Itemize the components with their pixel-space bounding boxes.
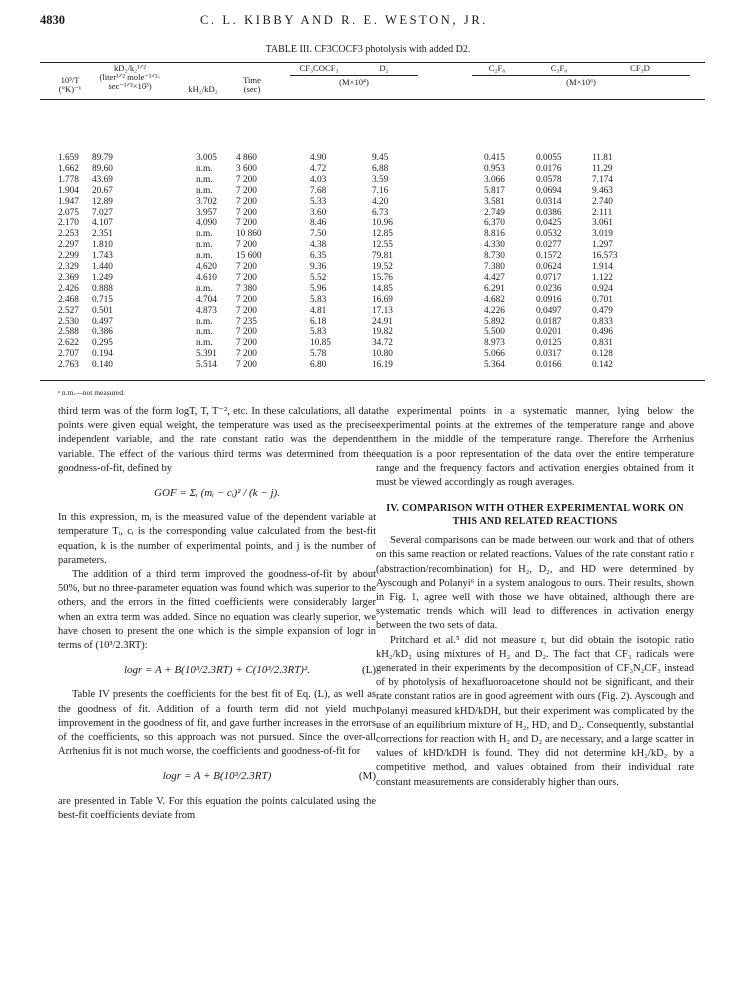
table-cell: 24.91 [372, 316, 393, 327]
header-invT-line1: 10³/T [60, 75, 80, 85]
header-c2f6: C₂F₆ [488, 63, 506, 73]
table-cell: 0.194 [92, 349, 113, 360]
table-cell: 12.89 [92, 196, 113, 207]
table-cell: 0.501 [92, 305, 113, 316]
table-bottom-rule [40, 380, 705, 381]
table-cell: 6.18 [310, 316, 327, 327]
table-cell: 4.03 [310, 174, 327, 185]
table-cell: 0.0236 [536, 283, 562, 294]
header-invT-line2: (°K)⁻¹ [58, 84, 82, 95]
table-cell: 0.0201 [536, 327, 562, 338]
table-cell: 9.463 [592, 185, 613, 196]
table-cell: 0.295 [92, 338, 113, 349]
table-cell: 5.391 [196, 349, 217, 360]
page-header [40, 13, 700, 33]
table-row [40, 360, 705, 371]
table-cell: 0.386 [92, 327, 113, 338]
table-cell: 4.81 [310, 305, 327, 316]
table-cell: 4.682 [484, 294, 505, 305]
header-m1-rule [290, 75, 418, 76]
table-cell: 20.67 [92, 185, 113, 196]
table-cell: 0.0532 [536, 229, 562, 240]
table-row [40, 306, 705, 317]
table-cell: 0.833 [592, 316, 613, 327]
table-cell: 3.005 [196, 153, 217, 163]
table-cell: 1.743 [92, 251, 113, 262]
table-cell: 2.111 [592, 207, 613, 218]
table-cell: 0.1572 [536, 251, 562, 262]
table-cell: 8.730 [484, 251, 505, 262]
table-cell: 0.0916 [536, 294, 562, 305]
table-cell: 7 200 [236, 294, 257, 305]
table-cell: 0.0497 [536, 305, 562, 316]
table-cell: 7 200 [236, 349, 257, 360]
table-cell: 0.496 [592, 327, 613, 338]
table-cell: 3.957 [196, 207, 217, 218]
table-cell: 4.20 [372, 196, 389, 207]
table-cell: 1.810 [92, 240, 113, 251]
table-cell: 0.0055 [536, 153, 562, 163]
table-cell: n.m. [196, 338, 213, 349]
table-cell: 7 200 [236, 185, 257, 196]
equation-gof [58, 486, 376, 500]
table-cell: 2.588 [58, 327, 79, 338]
table-cell: 4.704 [196, 294, 217, 305]
table-cell: 5.52 [310, 272, 327, 283]
table-cell: 7 200 [236, 360, 257, 371]
table-cell: 5.83 [310, 327, 327, 338]
table-cell: 16.573 [592, 251, 618, 262]
table-row [40, 262, 705, 273]
table-cell: 14.85 [372, 283, 393, 294]
table-cell: 4 860 [236, 153, 257, 163]
table-cell: 19.82 [372, 327, 393, 338]
table-cell: 1.440 [92, 262, 113, 272]
equation-L [58, 663, 376, 677]
table-cell: 2.749 [484, 207, 505, 218]
table-cell: n.m. [196, 240, 213, 251]
table-cell: 7 200 [236, 196, 257, 207]
table-row [40, 338, 705, 349]
equation-gof-text: GOF = Σᵢ (mᵢ − cᵢ)² / (k − j). [154, 487, 280, 500]
header-m2-rule [472, 75, 690, 76]
equation-M-label: (M) [358, 770, 376, 783]
table-caption: TABLE III. CF3COCF3 photolysis with added D2. [265, 44, 471, 55]
table-cell: 2.468 [58, 294, 79, 305]
table-cell: 2.075 [58, 207, 79, 218]
table-cell: 8.816 [484, 229, 505, 240]
header-time-line2: (sec) [243, 84, 261, 95]
table-cell: 4.90 [310, 153, 327, 163]
header-time [228, 76, 276, 94]
table-cell: 0.924 [592, 283, 613, 294]
table-cell: 0.0624 [536, 262, 562, 272]
table-cell: 0.701 [592, 294, 613, 305]
header-d2: D₂ [379, 63, 389, 73]
table-cell: 1.659 [58, 153, 79, 163]
table-cell: n.m. [196, 327, 213, 338]
table-row [40, 175, 705, 186]
table-cell: 7.174 [592, 174, 613, 185]
table-cell: 9.36 [310, 262, 327, 272]
table-cell: 6.73 [372, 207, 389, 218]
table-header-rule [40, 99, 705, 100]
table-cell: 0.715 [92, 294, 113, 305]
table-cell: 5.500 [484, 327, 505, 338]
right-paragraph-3: Pritchard et al.⁵ did not measure r, but did obtain the isotopic ratio kH₂/kD₂ using mixtures of H₂ and D₂. The fact that CF₃ radicals were generated in their experiments by the decomposition of CF₃N₂CF₃ instead of by photolysis of hexafluoroacetone should not be significant, and their rate constant ratios are in good agreement with ours (Fig. 2). Ayscough and Polanyi measured kHD/kDH, but their experiment was complicated by the use of an equilibrium mixture of H₂, HD, and D₂. Consequently, substantial corrections for reaction with H₂ and D₂ are necessary, and a large scatter in values of kHD/kDH is found. They did not determine kH₂/kD₂ by a competitive method, and values obtained from their individual rate constant measurements are considerably higher than ours. [376, 634, 694, 788]
table-cell: 8.973 [484, 338, 505, 349]
table-cell: 5.364 [484, 360, 505, 371]
table-cell: 11.81 [592, 153, 613, 163]
table-row [40, 349, 705, 360]
table-cell: 1.662 [58, 163, 79, 174]
table-cell: 0.0166 [536, 360, 562, 371]
table-cell: 1.947 [58, 196, 79, 207]
section-heading: IV. COMPARISON WITH OTHER EXPERIMENTAL WORK ON THIS AND RELATED REACTIONS [386, 503, 684, 528]
table-cell: 0.128 [592, 349, 613, 360]
table-cell: 0.479 [592, 305, 613, 316]
table-cell: 2.527 [58, 305, 79, 316]
header-cf3cocf3: CF₃COCF₃ [299, 63, 339, 73]
table-cell: 17.13 [372, 305, 393, 316]
table-cell: 2.763 [58, 360, 79, 371]
table-cell: n.m. [196, 229, 213, 240]
header-rate-constant [90, 64, 170, 92]
table-cell: 2.426 [58, 283, 79, 294]
table-row [40, 317, 705, 328]
table-cell: 89.60 [92, 163, 113, 174]
equation-M-text: logr = A + B(10³/2.3RT) [162, 770, 272, 783]
table-cell: 6.291 [484, 283, 505, 294]
table-cell: 79.81 [372, 251, 393, 262]
table-row [40, 284, 705, 295]
header-m2-unit: (M×10⁶) [566, 77, 596, 87]
table-cell: 0.0386 [536, 207, 562, 218]
equation-L-label: (L) [361, 664, 376, 677]
table-cell: 5.33 [310, 196, 327, 207]
table-cell: 1.122 [592, 272, 613, 283]
table-cell: 4.72 [310, 163, 327, 174]
right-paragraph-2: Several comparisons can be made between our work and that of others on this same reaction or related reactions. Values of the rate constant ratio r (abstraction/recombination) for H₂, D₂, and HD were determined by Ayscough and Polanyi⁶ in a system analogous to ours. Their results, shown in Fig. 1, agree well with those we have obtained, although there are systematic trends which will lead to differences in activation energy between the two sets of data. [376, 535, 694, 632]
table-cell: 7 200 [236, 338, 257, 349]
table-cell: 15.76 [372, 272, 393, 283]
table-cell: 4.38 [310, 240, 327, 251]
table-cell: 2.369 [58, 272, 79, 283]
table-cell: 15 600 [236, 251, 262, 262]
table-cell: 7 235 [236, 316, 257, 327]
table-cell: 1.297 [592, 240, 613, 251]
table-cell: 6.88 [372, 163, 389, 174]
table-cell: 0.0176 [536, 163, 562, 174]
table-cell: 7 200 [236, 207, 257, 218]
table-cell: 4.226 [484, 305, 505, 316]
right-column [376, 405, 694, 790]
table-cell: 5.83 [310, 294, 327, 305]
table-cell: 10 860 [236, 229, 262, 240]
table-cell: 10.80 [372, 349, 393, 360]
table-row [40, 197, 705, 208]
table-cell: n.m. [196, 316, 213, 327]
table-cell: 0.140 [92, 360, 113, 371]
table-cell: 3.066 [484, 174, 505, 185]
left-paragraph-4: Table IV presents the coefficients for the best fit of Eq. (L), as well as the goodness of fit. Addition of a fourth term did not yield much improvement in the goodness of fit, and gave further increases in the errors of the coefficients, so this approach was not pursued. Since the over-all Arrhenius fit is not much worse, the coefficients and goodness-of-fit for [58, 689, 376, 758]
table-cell: 5.066 [484, 349, 505, 360]
header-m1-unit: (M×10⁴) [339, 77, 369, 87]
table-cell: 5.892 [484, 316, 505, 327]
right-paragraph-1: the experimental points in a systematic manner, lying below the experimental points at the extremes of the temperature range and above them in the middle of the temperature range. Therefore the Arrhenius equation is a poor representation of the data over the entire temperature range and the frequency factors and activation energies obtained from it must be viewed accordingly as rough averages. [376, 406, 694, 489]
table-cell: 6.35 [310, 251, 327, 262]
table-row [40, 164, 705, 175]
table-cell: 4.610 [196, 272, 217, 283]
header-cf3d: CF₃D [630, 63, 650, 73]
table-cell: 7 200 [236, 174, 257, 185]
table-cell: n.m. [196, 185, 213, 196]
table-row [40, 153, 705, 164]
table-cell: 8.46 [310, 218, 327, 229]
table-cell: 6.370 [484, 218, 505, 229]
table-cell: 43.69 [92, 174, 113, 185]
table-cell: n.m. [196, 283, 213, 294]
table-cell: 0.953 [484, 163, 505, 174]
table-cell: 6.80 [310, 360, 327, 371]
table-cell: 4.330 [484, 240, 505, 251]
table-cell: 7 200 [236, 327, 257, 338]
table-cell: 2.170 [58, 218, 79, 229]
table-cell: 3.702 [196, 196, 217, 207]
left-paragraph-2: In this expression, mᵢ is the measured value of the dependent variable at temperature Tᵢ, cᵢ is the corresponding value calculated from the best-fit equation, k is the number of experimental points, and j is the number of parameters. [58, 512, 376, 566]
header-time-line1: Time [243, 75, 261, 85]
table-cell: 12.55 [372, 240, 393, 251]
table-cell: 7.027 [92, 207, 113, 218]
table-cell: 1.904 [58, 185, 79, 196]
table-cell: 9.45 [372, 153, 389, 163]
left-paragraph-1: third term was of the form logT, T, T⁻², etc. In these calculations, all data points were given equal weight, the temperature was used as the precise independent variable, and the rate constant ratio was the dependent variable. The effect of the various third terms was determined from the goodness-of-fit, defined by [58, 406, 376, 474]
running-head: C. L. KIBBY AND R. E. WESTON, JR. [200, 13, 489, 27]
table-cell: 0.497 [92, 316, 113, 327]
table-cell: 2.351 [92, 229, 113, 240]
table-cell: 19.52 [372, 262, 393, 272]
table-cell: 2.530 [58, 316, 79, 327]
table-cell: 10.96 [372, 218, 393, 229]
table-cell: 7 380 [236, 283, 257, 294]
equation-L-text: logr = A + B(10³/2.3RT) + C(10³/2.3RT)². [123, 664, 311, 677]
table-cell: 16.69 [372, 294, 393, 305]
table-cell: 7 200 [236, 272, 257, 283]
table-cell: 7 200 [236, 305, 257, 316]
table-cell: 3.60 [310, 207, 327, 218]
left-paragraph-5: are presented in Table V. For this equation the points calculated using the best-fit coefficients deviate from [58, 795, 376, 821]
table-cell: 34.72 [372, 338, 393, 349]
table-cell: 7.16 [372, 185, 389, 196]
table-cell: 0.0314 [536, 196, 562, 207]
table-cell: 7.68 [310, 185, 327, 196]
table-cell: 7.50 [310, 229, 327, 240]
table-row [40, 273, 705, 284]
page-number: 4830 [40, 13, 65, 27]
table-cell: n.m. [196, 251, 213, 262]
table-cell: 2.253 [58, 229, 79, 240]
table-cell: 0.831 [592, 338, 613, 349]
table-cell: 3.061 [592, 218, 613, 229]
table-row [40, 229, 705, 240]
table-cell: 3.019 [592, 229, 613, 240]
table-cell: 5.96 [310, 283, 327, 294]
table-cell: 2.707 [58, 349, 79, 360]
table-cell: 0.0125 [536, 338, 562, 349]
table-cell: 3.59 [372, 174, 389, 185]
table-cell: 7 200 [236, 240, 257, 251]
table-cell: 4.427 [484, 272, 505, 283]
left-column [58, 405, 376, 823]
header-ratio: kH₂/kD₂ [188, 84, 218, 94]
table-cell: 2.329 [58, 262, 79, 272]
table-cell: 0.888 [92, 283, 113, 294]
table-cell: 11.29 [592, 163, 613, 174]
table-row [40, 218, 705, 229]
table-cell: 0.0717 [536, 272, 562, 283]
table-row [40, 295, 705, 306]
equation-M [58, 769, 376, 783]
left-paragraph-3: The addition of a third term improved the goodness-of-fit by about 50%, but no three-parameter equation was found which was superior to the others, and the errors in the fitted coefficients were considerably larger when an extra term was added. Since no equation was clearly superior, we have chosen to present the one which is the simple expansion of logr in terms of (10³/2.3RT): [58, 569, 376, 652]
table-row [40, 251, 705, 262]
header-kd-line1: kD₂/k₂¹ᐟ² [114, 63, 146, 73]
table-cell: 4.873 [196, 305, 217, 316]
table-cell: 2.740 [592, 196, 613, 207]
header-c3f8: C₃F₈ [550, 63, 568, 73]
table-cell: 5.514 [196, 360, 217, 371]
table-row [40, 327, 705, 338]
table-cell: 4.107 [92, 218, 113, 229]
table-row [40, 240, 705, 251]
table-row [40, 186, 705, 197]
table-cell: 2.299 [58, 251, 79, 262]
table-cell: n.m. [196, 174, 213, 185]
table-cell: 0.415 [484, 153, 505, 163]
table-cell: 0.0317 [536, 349, 562, 360]
table-cell: 3 600 [236, 163, 257, 174]
table-cell: 0.0187 [536, 316, 562, 327]
table-cell: 0.0277 [536, 240, 562, 251]
table-cell: 7 200 [236, 262, 257, 272]
table-cell: 1.778 [58, 174, 79, 185]
table-cell: 2.622 [58, 338, 79, 349]
header-kd-line2: (liter¹ᐟ² mole⁻¹ᐟ²· [99, 72, 161, 83]
table-cell: 7 200 [236, 218, 257, 229]
table-footnote: ᵃ n.m.—not measured. [58, 388, 125, 397]
table-cell: 1.249 [92, 272, 113, 283]
table-cell: 0.0578 [536, 174, 562, 185]
table-row [40, 208, 705, 219]
table-cell: 3.581 [484, 196, 505, 207]
table-cell: n.m. [196, 163, 213, 174]
table-cell: 1.914 [592, 262, 613, 272]
table-cell: 12.85 [372, 229, 393, 240]
table-cell: 0.142 [592, 360, 613, 371]
table-cell: 10.85 [310, 338, 331, 349]
table-cell: 2.297 [58, 240, 79, 251]
table-cell: 5.78 [310, 349, 327, 360]
table-cell: 89.79 [92, 153, 113, 163]
table-cell: 7.380 [484, 262, 505, 272]
header-kd-line3: sec⁻¹ᐟ²×10³) [108, 81, 152, 92]
table-cell: 4.090 [196, 218, 217, 229]
table-cell: 5.817 [484, 185, 505, 196]
table-cell: 4.620 [196, 262, 217, 272]
table-cell: 0.0425 [536, 218, 562, 229]
table-cell: 16.19 [372, 360, 393, 371]
table-cell: 0.0694 [536, 185, 562, 196]
